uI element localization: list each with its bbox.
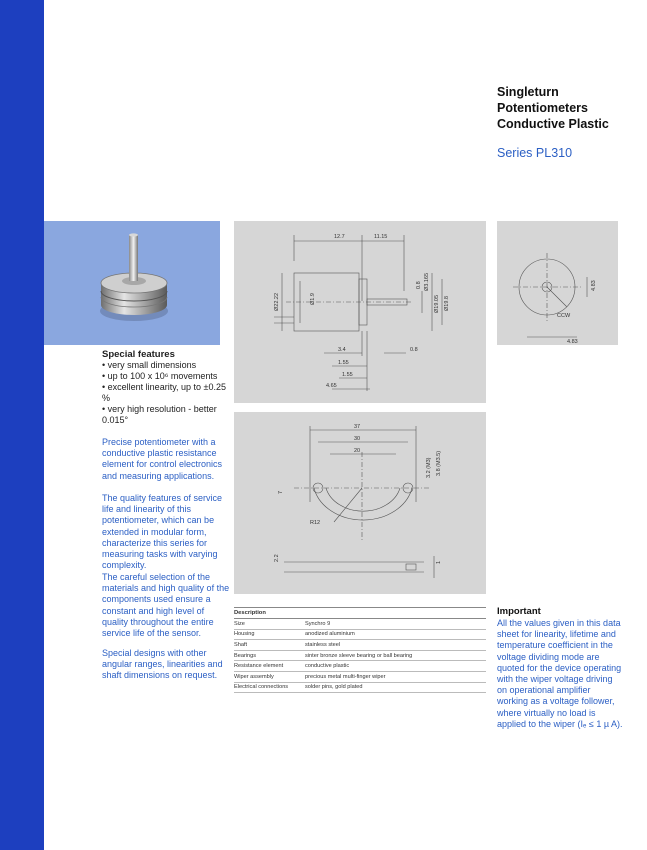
title-line-3: Conductive Plastic (497, 117, 609, 131)
table-row (234, 630, 486, 641)
dim-4-65: 4.65 (326, 383, 337, 389)
paragraph-quality: The quality features of service life and linearity of this potentiometer, which can be extended in modular form, characterize this series for measuring tasks with varying complexity. (102, 493, 223, 571)
drawing-clamp-view (234, 412, 486, 594)
row-key: Shaft (234, 641, 248, 648)
dim-3-8-m3-5: 3.8 (M3.5) (436, 450, 442, 476)
dim-12-7: 12.7 (334, 234, 345, 240)
dim-4-83-bottom: 4.83 (567, 339, 578, 345)
left-accent-bar (0, 0, 44, 850)
dim-d19-05: Ø19.05 (434, 294, 440, 313)
dim-30: 30 (354, 436, 361, 442)
dim-11-15: 11.15 (374, 234, 388, 240)
features-list (102, 360, 230, 426)
important-title: Important (497, 606, 541, 617)
page-title (497, 84, 637, 132)
row-value: solder pins, gold plated (305, 684, 363, 691)
dim-4-83-right: 4.83 (591, 280, 597, 291)
drawing-side-view (234, 221, 486, 403)
dim-1-55-b: 1.55 (342, 372, 353, 378)
feature-item: • very small dimensions (102, 360, 230, 371)
dim-d1-9: Ø1.9 (310, 293, 316, 305)
dim-20: 20 (354, 448, 361, 454)
dim-1: 1 (436, 560, 442, 564)
important-note (497, 606, 623, 730)
row-key: Bearings (234, 652, 257, 659)
table-row (234, 672, 486, 683)
ccw-label: CCW (557, 313, 571, 319)
table-row (234, 619, 486, 630)
important-text: All the values given in this data sheet for linearity, lifetime and temperature coefficient in the voltage dividing mode are quoted for the device operating with the wiper voltage driving on operational amplifier working as a voltage follower, where virtually no load is applied to the wiper (Iₑ ≤ 1 µ A). (497, 618, 623, 729)
dim-d3-165: Ø3.165 (424, 272, 430, 291)
dim-3-2-m3: 3.2 (M3) (426, 457, 432, 478)
row-value: anodized aluminium (305, 631, 355, 638)
row-value: Synchro 9 (305, 620, 331, 627)
paragraph-intro: Precise potentiometer with a conductive plastic resistance element for control electronics and measuring applications. (102, 437, 223, 481)
row-key: Resistance element (234, 663, 284, 670)
table-row (234, 661, 486, 672)
product-photo (44, 221, 220, 345)
paragraph-materials: The careful selection of the materials and high quality of the components used ensure a constant and high level of quality throughout the entire service life of the sensor. (102, 572, 230, 639)
dim-7: 7 (278, 490, 284, 494)
drawing-front-view (497, 221, 618, 345)
dim-3-4: 3.4 (338, 347, 346, 353)
paragraph-special: Special designs with other angular ranges, linearities and shaft dimensions on request. (102, 648, 223, 681)
row-key: Electrical connections (234, 684, 289, 691)
dim-0-8-top: 0.8 (416, 281, 422, 289)
dim-37: 37 (354, 424, 361, 430)
row-value: sinter bronze sleeve bearing or ball bearing (305, 652, 413, 659)
features-title: Special features (102, 349, 175, 360)
table-row (234, 640, 486, 651)
row-key: Wiper assembly (234, 673, 274, 680)
row-key: Housing (234, 631, 255, 638)
table-header: Description (234, 607, 486, 619)
title-line-1: Singleturn (497, 85, 559, 99)
dim-r12: R12 (310, 520, 321, 526)
dim-d22-22: Ø22.22 (274, 292, 280, 311)
title-line-2: Potentiometers (497, 101, 588, 115)
row-value: conductive plastic (305, 663, 350, 670)
table-row (234, 683, 486, 694)
dim-1-55-a: 1.55 (338, 360, 349, 366)
series-label: Series PL310 (497, 146, 573, 160)
table-row (234, 651, 486, 662)
special-features (102, 349, 230, 426)
dim-d19-8: Ø19.8 (444, 296, 450, 311)
dim-2-2: 2.2 (274, 554, 280, 562)
feature-item: • up to 100 x 10⁶ movements (102, 371, 230, 382)
dim-0-8-bottom: 0.8 (410, 347, 418, 353)
row-value: stainless steel (305, 641, 341, 648)
description-table (234, 607, 486, 693)
row-value: precious metal multi-finger wiper (305, 673, 386, 680)
row-key: Size (234, 620, 245, 627)
feature-item: • very high resolution - better 0.015° (102, 404, 230, 426)
feature-item: • excellent linearity, up to ±0.25 % (102, 382, 230, 404)
